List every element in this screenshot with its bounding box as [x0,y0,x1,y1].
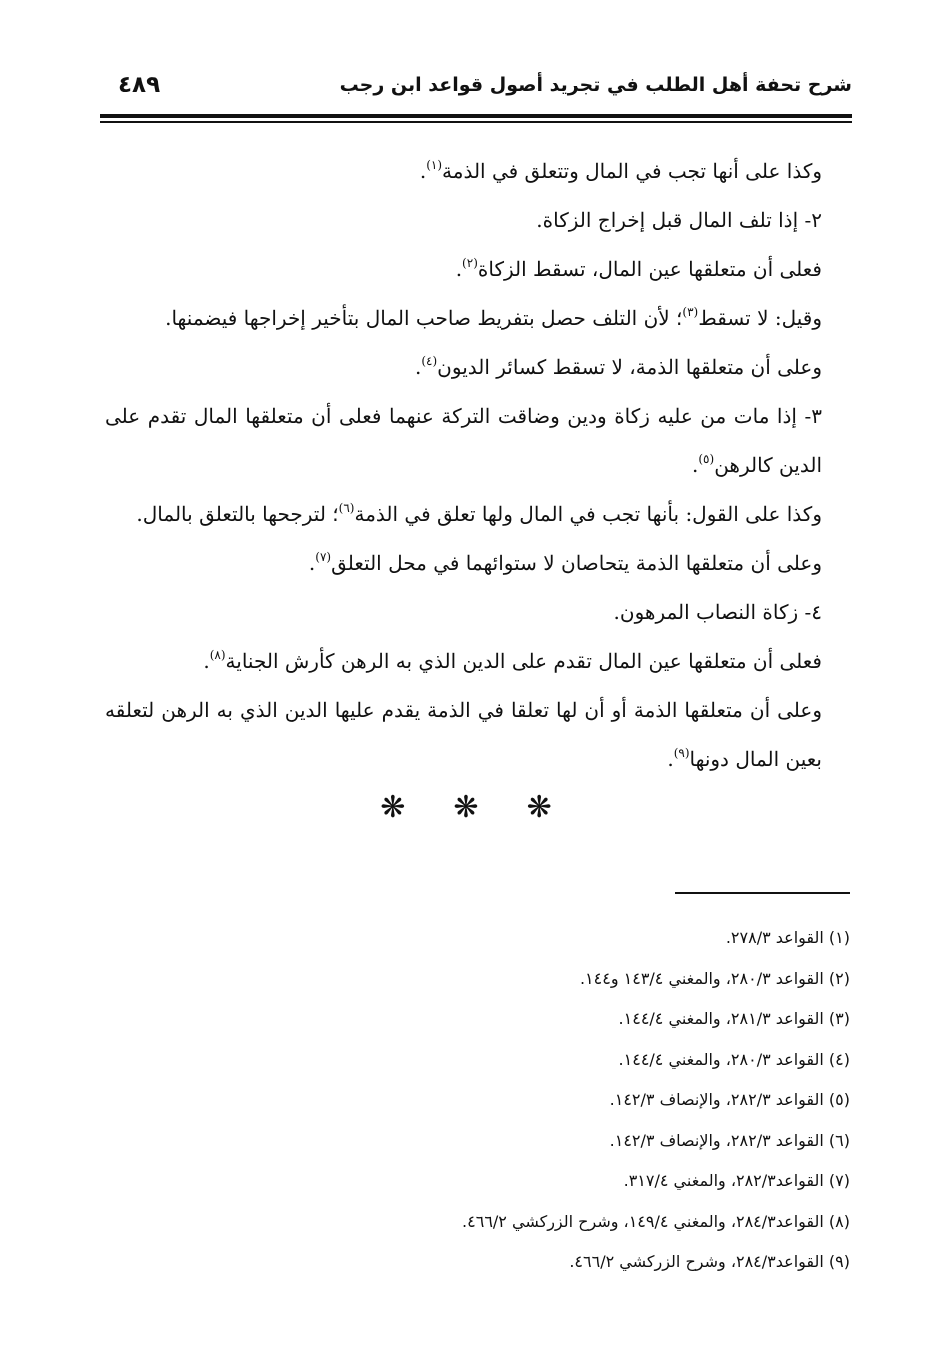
paragraph-tail: ؛ لأن التلف حصل بتفريط صاحب المال بتأخير إخراجها فيضمنها. [165,306,683,330]
asterisk-icon: ❋ [453,790,479,825]
paragraph-5 [105,343,822,392]
footnote-2: (٢) القواعد ٢٨٠/٣، والمغني ١٤٣/٤ و١٤٤. [579,968,850,988]
footnote-ref[interactable]: (٦) [338,501,355,515]
running-title: شرح تحفة أهل الطلب في تجريد أصول قواعد ابن رجب [339,74,852,96]
section-separator [0,790,932,830]
paragraph-tail: . [692,453,699,477]
footnote-ref[interactable]: (٥) [698,452,715,466]
footnote-ref[interactable]: (٨) [209,648,226,662]
paragraph-3 [105,245,822,294]
footnote-5: (٥) القواعد ٢٨٢/٣، والإنصاف ١٤٢/٣. [609,1090,850,1109]
paragraph-8 [105,539,822,588]
paragraph-text: وعلى أن متعلقها الذمة، لا تسقط كسائر الديون [437,355,822,379]
paragraph-11 [105,686,822,784]
paragraph-text: وعلى أن متعلقها الذمة يتحاصان لا ستوائهما في محل التعلق [331,551,822,575]
header-rule-thick [100,114,852,118]
paragraph-tail: . [419,159,427,183]
footnotes [100,918,850,1283]
footnote-6: (٦) القواعد ٢٨٢/٣، والإنصاف ١٤٢/٣. [609,1130,850,1150]
footnote-ref[interactable]: (٧) [315,550,332,564]
paragraph-text: وقيل: لا تسقط [698,306,822,330]
footnote-4: (٤) القواعد ٢٨٠/٣، والمغني ١٤٤/٤. [618,1049,850,1069]
footnote-ref[interactable]: (٤) [421,354,438,368]
page-number: ٤٨٩ [118,72,161,98]
footnote-3: (٣) القواعد ٢٨١/٣، والمغني ١٤٤/٤. [618,1009,850,1028]
paragraph-tail: . [203,649,210,673]
paragraph-2 [105,196,822,245]
footnote-8: (٨) القواعد٢٨٤/٣، والمغني ١٤٩/٤، وشرح الزركشي ٤٦٦/٢. [462,1211,850,1231]
paragraph-text: وكذا على القول: بأنها تجب في المال ولها تعلق في الذمة [354,502,822,526]
paragraph-text: فعلى أن متعلقها عين المال تقدم على الدين الذي به الرهن كأرش الجناية [225,649,822,673]
footnote-divider [675,892,850,894]
paragraph-6 [105,392,822,490]
paragraph-tail: . [455,257,463,281]
asterisk-icon: ❋ [526,790,552,825]
paragraph-tail: ؛ لترجحها بالتعلق بالمال. [136,502,339,526]
page-header [100,68,852,112]
paragraph-text: ٢- إذا تلف المال قبل إخراج الزكاة. [536,208,822,232]
footnote-9: (٩) القواعد٢٨٤/٣، وشرح الزركشي ٤٦٦/٢. [569,1252,850,1271]
paragraph-text: ٣- إذا مات من عليه زكاة ودين وضاقت التركة عنهما فعلى أن متعلقها المال تقدم على الدين كالرهن [105,404,822,477]
header-rule-thin [100,121,852,123]
paragraph-text: ٤- زكاة النصاب المرهون. [613,600,822,624]
paragraph-text: وعلى أن متعلقها الذمة أو أن لها تعلقا في الذمة يقدم عليها الدين الذي به الرهن لتعلقه بعين المال دونها [105,698,822,771]
paragraph-10 [105,637,822,686]
paragraph-1 [105,147,822,196]
footnote-ref[interactable]: (٣) [682,305,699,319]
paragraph-9 [105,588,822,637]
paragraph-tail: . [414,355,422,379]
paragraph-tail: . [308,551,316,575]
paragraph-text: فعلى أن متعلقها عين المال، تسقط الزكاة [477,257,822,281]
paragraph-text: وكذا على أنها تجب في المال وتتعلق في الذمة [442,159,822,183]
paragraph-7 [105,490,822,539]
footnote-ref[interactable]: (١) [426,158,443,172]
footnote-ref[interactable]: (٢) [462,256,478,270]
paragraph-tail: . [667,747,674,771]
footnote-7: (٧) القواعد٢٨٢/٣، والمغني ٣١٧/٤. [623,1171,850,1190]
paragraph-4 [105,294,822,343]
main-text [105,147,822,784]
footnote-ref[interactable]: (٩) [673,746,690,760]
footnote-1: (١) القواعد ٢٧٨/٣. [725,928,850,947]
asterisk-icon: ❋ [380,790,406,825]
